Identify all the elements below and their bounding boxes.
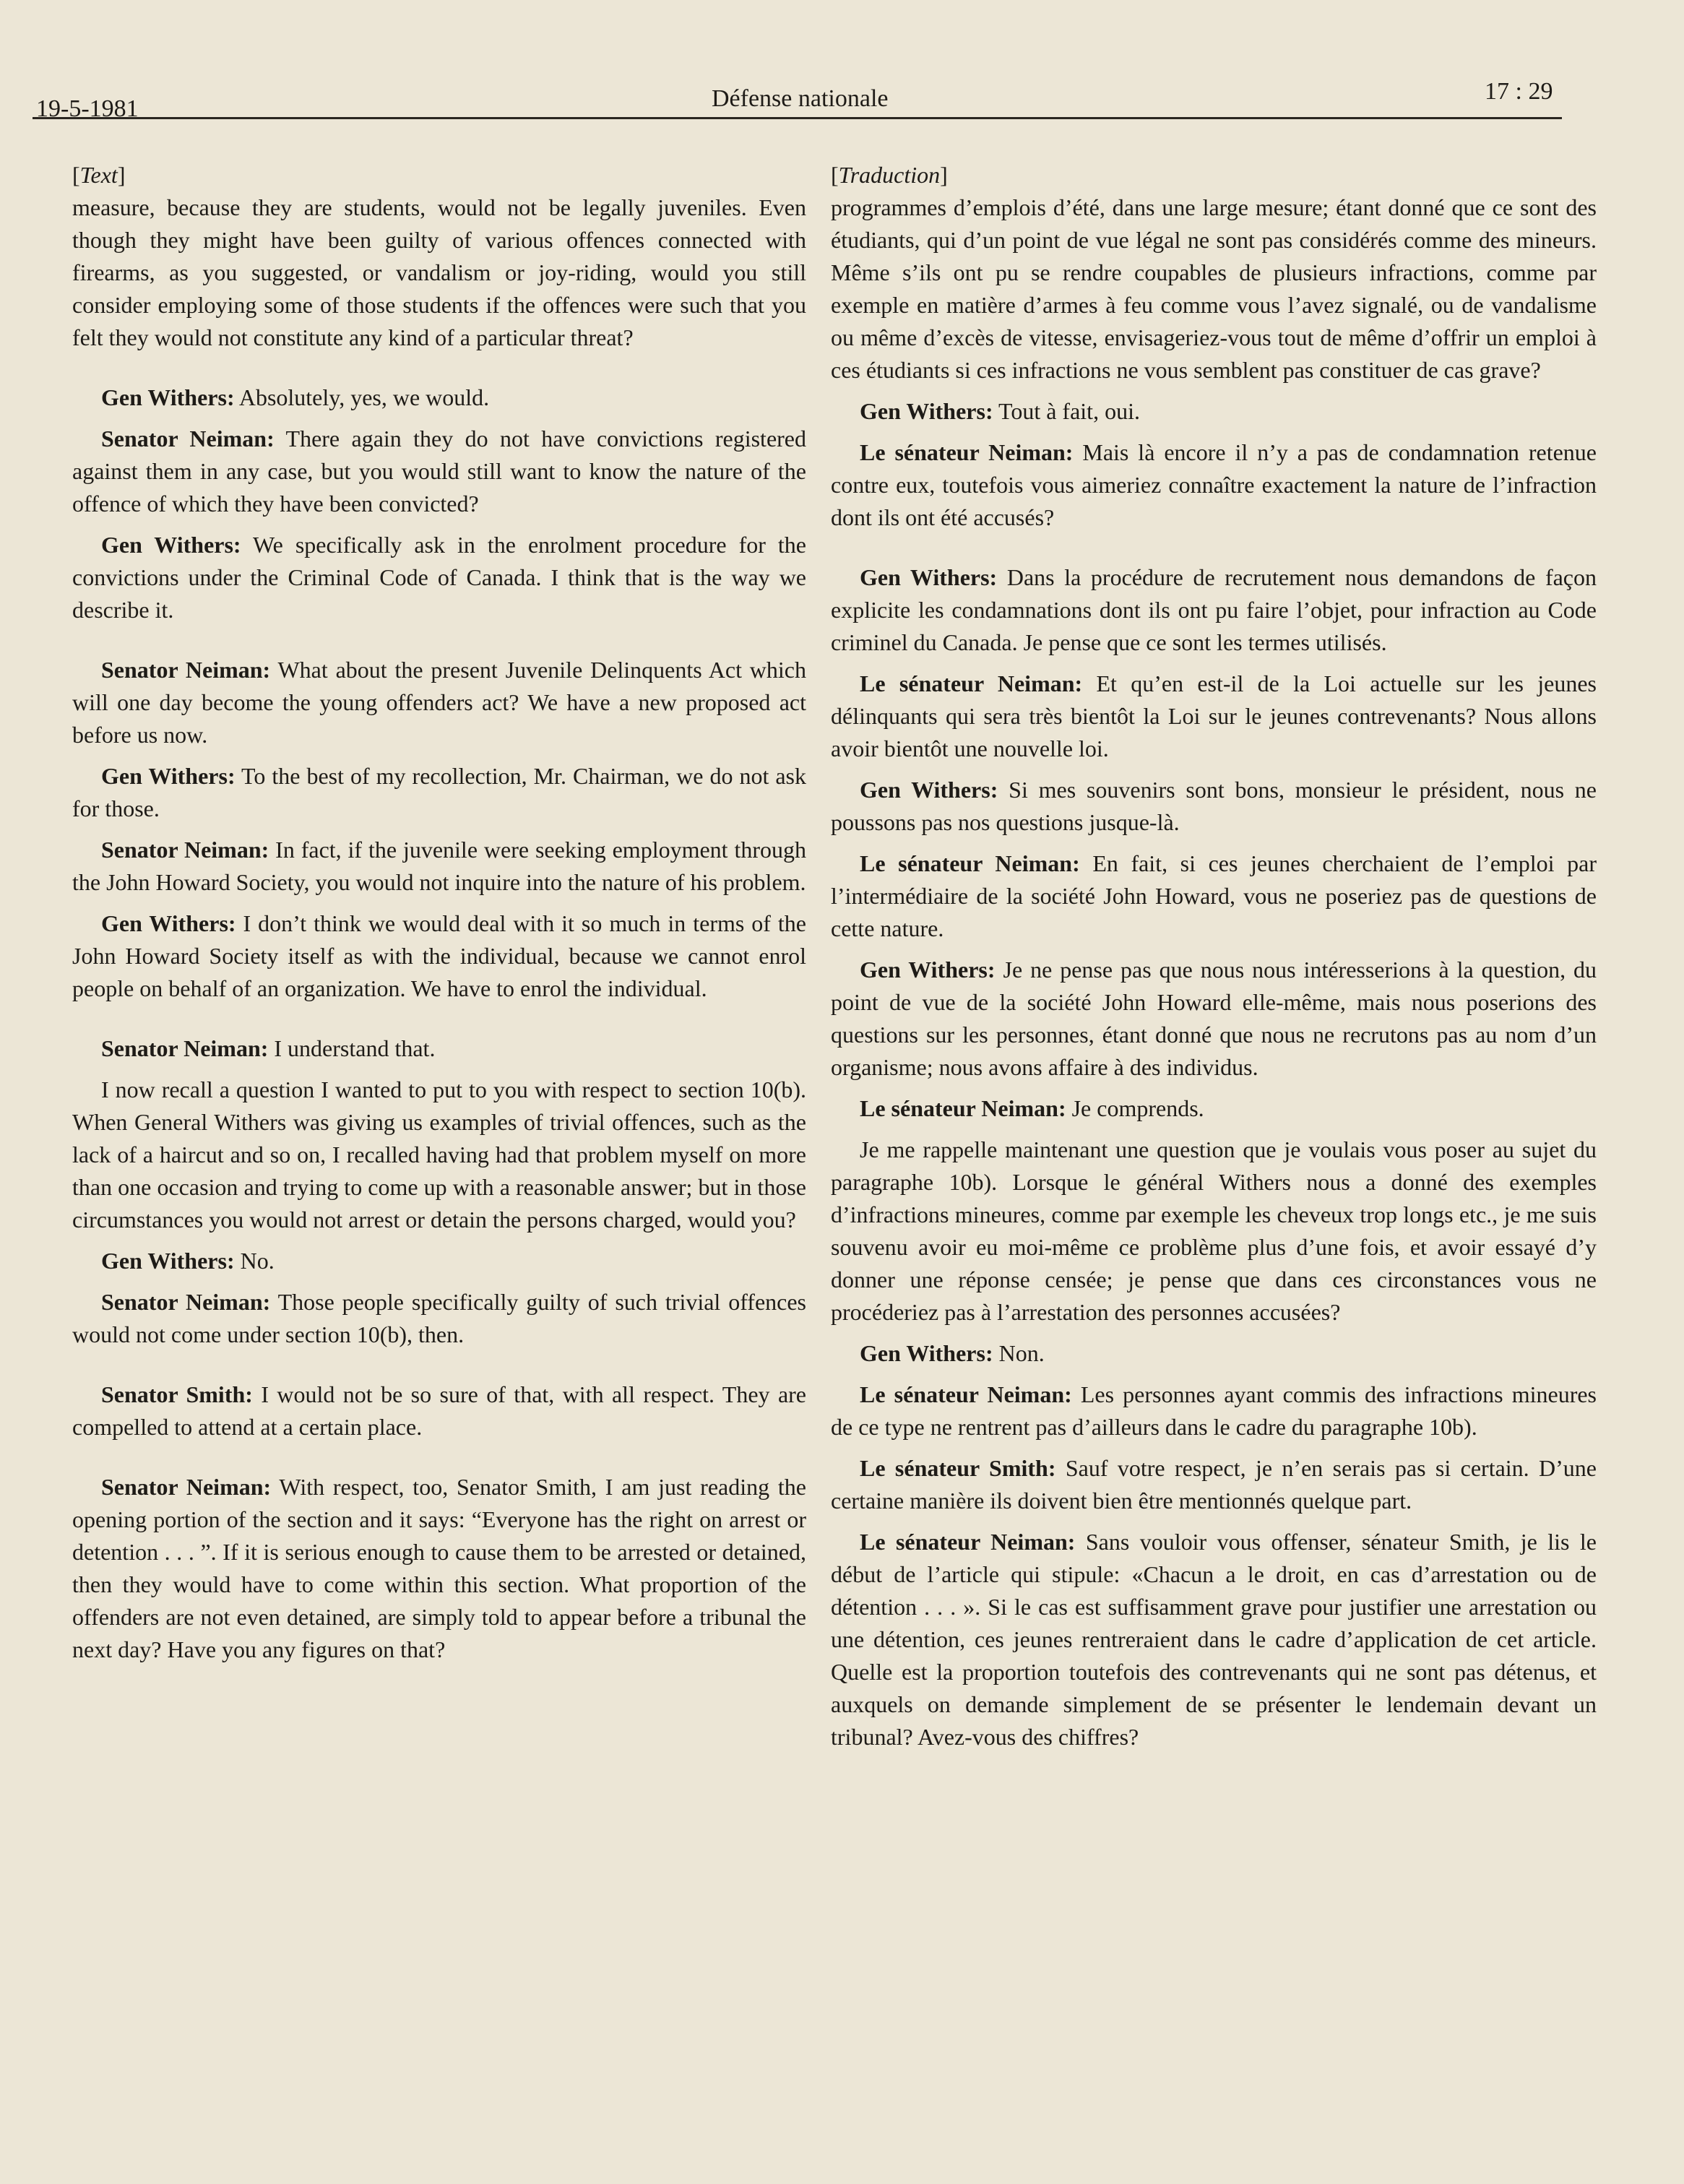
speaker: Gen Withers: [101, 384, 235, 410]
column-label: [Traduction] [831, 162, 948, 188]
paragraph: Gen Withers: Tout à fait, oui. [860, 398, 1140, 424]
paragraph: Gen Withers: No. [101, 1248, 275, 1274]
paragraph: Senator Neiman: What about the present Juvenile Delinquents Act which will one day become the young offenders act? We have a new proposed act before us now. [72, 657, 807, 748]
speaker: Gen Withers: [860, 398, 993, 424]
speaker: Le sénateur Neiman: [860, 1381, 1072, 1407]
speaker: Senator Neiman: [101, 1289, 271, 1315]
paragraph: Senator Neiman: I understand that. [101, 1035, 436, 1061]
paragraph: measure, because they are students, would not be legally juveniles. Even though they might have been guilty of various offences connected with firearms, as you suggested, or vandalism or joy-riding, would you still consider employing some of those students if the offences were such that you felt they would not constitute any kind of a particular threat? [72, 194, 806, 350]
paragraph: Senator Neiman: There again they do not have convictions registered against them in any case, but you would still want to know the nature of the offence of which they have been convicted? [72, 426, 807, 517]
speaker: Senator Smith: [101, 1381, 253, 1407]
speaker: Senator Neiman: [101, 1035, 269, 1061]
speaker: Senator Neiman: [101, 426, 275, 452]
column-label: [Text] [72, 162, 126, 188]
speaker: Gen Withers: [860, 777, 998, 803]
paragraph: Senator Neiman: In fact, if the juvenile were seeking employment through the John Howard Society, you would not inquire into the nature of his problem. [72, 837, 807, 895]
speaker: Le sénateur Neiman: [860, 439, 1074, 465]
paragraph: Le sénateur Neiman: Et qu’en est-il de la Loi actuelle sur les jeunes délinquants qui sera très bientôt la Loi sur le jeunes contrevenants? Nous allons avoir bientôt une nouvelle loi. [831, 670, 1597, 761]
paragraph: Le sénateur Neiman: Les personnes ayant commis des infractions mineures de ce type ne rentrent pas d’ailleurs dans le cadre du paragraphe 10b). [831, 1381, 1597, 1440]
speaker: Le sénateur Neiman: [860, 1095, 1066, 1121]
speaker: Gen Withers: [101, 1248, 235, 1274]
speaker: Gen Withers: [101, 763, 236, 789]
paragraph: Gen Withers: Si mes souvenirs sont bons, monsieur le président, nous ne poussons pas nos questions jusque-là. [831, 777, 1597, 835]
speaker: Gen Withers: [101, 532, 241, 558]
paragraph: Gen Withers: We specifically ask in the enrolment procedure for the convictions under the Criminal Code of Canada. I think that is the way we describe it. [72, 532, 807, 623]
paragraph: Senator Smith: I would not be so sure of that, with all respect. They are compelled to attend at a certain place. [72, 1381, 807, 1440]
speaker: Senator Neiman: [101, 657, 271, 683]
speaker: Gen Withers: [860, 564, 998, 590]
paragraph: programmes d’emplois d’été, dans une large mesure; étant donné que ce sont des étudiants, qui d’un point de vue légal ne sont pas considérés comme des mineurs. Même s’ils ont pu se rendre coupables de plusieurs infractions, comme par exemple en matière d’armes à feu comme vous l’avez signalé, ou de vandalisme ou même d’excès de vitesse, envisageriez-vous tout de même d’offrir un emploi à ces étudiants si ces infractions ne vous semblent pas constituer de cas grave? [831, 194, 1597, 383]
paragraph: Gen Withers: To the best of my recollection, Mr. Chairman, we do not ask for those. [72, 763, 807, 821]
paragraph: Le sénateur Neiman: En fait, si ces jeunes cherchaient de l’emploi par l’intermédiaire de la société John Howard, vous ne poseriez pas de questions de cette nature. [831, 850, 1597, 941]
paragraph: Je me rappelle maintenant une question que je voulais vous poser au sujet du paragraphe 10b). Lorsque le général Withers nous a donné des exemples d’infractions mineures, comme par exemple les cheveux trop longs etc., je me suis souvenu avoir eu moi-même ce problème plus d’une fois, et avoir essayé d’y donner une réponse censée; je pense que dans ces circonstances vous ne procéderiez pas à l’arrestation des personnes accusées? [831, 1136, 1597, 1325]
french-column [831, 159, 1597, 1762]
speaker: Le sénateur Smith: [860, 1455, 1056, 1481]
speaker: Le sénateur Neiman: [860, 850, 1080, 876]
paragraph: Senator Neiman: With respect, too, Senator Smith, I am just reading the opening portion of the section and it says: “Everyone has the right on arrest or detention . . . ”. If it is serious enough to cause them to be arrested or detained, then they would have to come within this section. What proportion of the offenders are not even detained, are simply told to appear before a tribunal the next day? Have you any figures on that? [72, 1474, 807, 1662]
speaker: Senator Neiman: [101, 837, 269, 863]
paragraph: Gen Withers: I don’t think we would deal with it so much in terms of the John Howard Society itself as with the individual, because we cannot enrol people on behalf of an organization. We have to enrol the individual. [72, 910, 807, 1001]
header-date: 19-5-1981 [36, 95, 139, 122]
speaker: Le sénateur Neiman: [860, 1529, 1076, 1555]
speaker: Le sénateur Neiman: [860, 670, 1083, 696]
speaker: Senator Neiman: [101, 1474, 272, 1500]
speaker: Gen Withers: [101, 910, 236, 936]
paragraph: Le sénateur Neiman: Mais là encore il n’y a pas de condamnation retenue contre eux, toutefois vous aimeriez connaître exactement la nature de l’infraction dont ils ont été accusés? [831, 439, 1597, 530]
header-rule [33, 117, 1562, 119]
english-column [72, 159, 806, 1675]
paragraph: Le sénateur Smith: Sauf votre respect, je n’en serais pas si certain. D’une certaine manière ils doivent bien être mentionnés quelque part. [831, 1455, 1597, 1514]
paragraph: Le sénateur Neiman: Je comprends. [860, 1095, 1204, 1121]
header-title: Défense nationale [712, 85, 889, 112]
paragraph: Senator Neiman: Those people specifically guilty of such trivial offences would not come under section 10(b), then. [72, 1289, 807, 1347]
paragraph: I now recall a question I wanted to put to you with respect to section 10(b). When General Withers was giving us examples of trivial offences, such as the lack of a haircut and so on, I recalled having had that problem myself on more than one occasion and trying to come up with a reasonable answer; but in those circumstances you would not arrest or detain the persons charged, would you? [72, 1076, 806, 1233]
paragraph: Gen Withers: Je ne pense pas que nous nous intéresserions à la question, du point de vue de la société John Howard elle-même, mais nous poserions des questions sur les personnes, étant donné que nous ne recrutons pas au nom d’un organisme; nous avons affaire à des individus. [831, 957, 1597, 1080]
paragraph: Gen Withers: Non. [860, 1340, 1045, 1366]
speaker: Gen Withers: [860, 1340, 993, 1366]
paragraph: Gen Withers: Absolutely, yes, we would. [101, 384, 490, 410]
paragraph: Gen Withers: Dans la procédure de recrutement nous demandons de façon explicite les condamnations dont ils ont pu faire l’objet, pour infraction au Code criminel du Canada. Je pense que ce sont les termes utilisés. [831, 564, 1597, 655]
paragraph: Le sénateur Neiman: Sans vouloir vous offenser, sénateur Smith, je lis le début de l’article qui stipule: «Chacun a le droit, en cas d’arrestation ou de détention . . . ». Si le cas est suffisamment grave pour justifier une arrestation ou une détention, ces jeunes rentreraient dans le cadre d’application de cet article. Quelle est la proportion toutefois des contrevenants qui ne sont pas détenus, et auxquels on demande simplement de se présenter le lendemain devant un tribunal? Avez-vous des chiffres? [831, 1529, 1597, 1750]
speaker: Gen Withers: [860, 957, 996, 983]
header-page-number: 17 : 29 [1485, 78, 1553, 105]
